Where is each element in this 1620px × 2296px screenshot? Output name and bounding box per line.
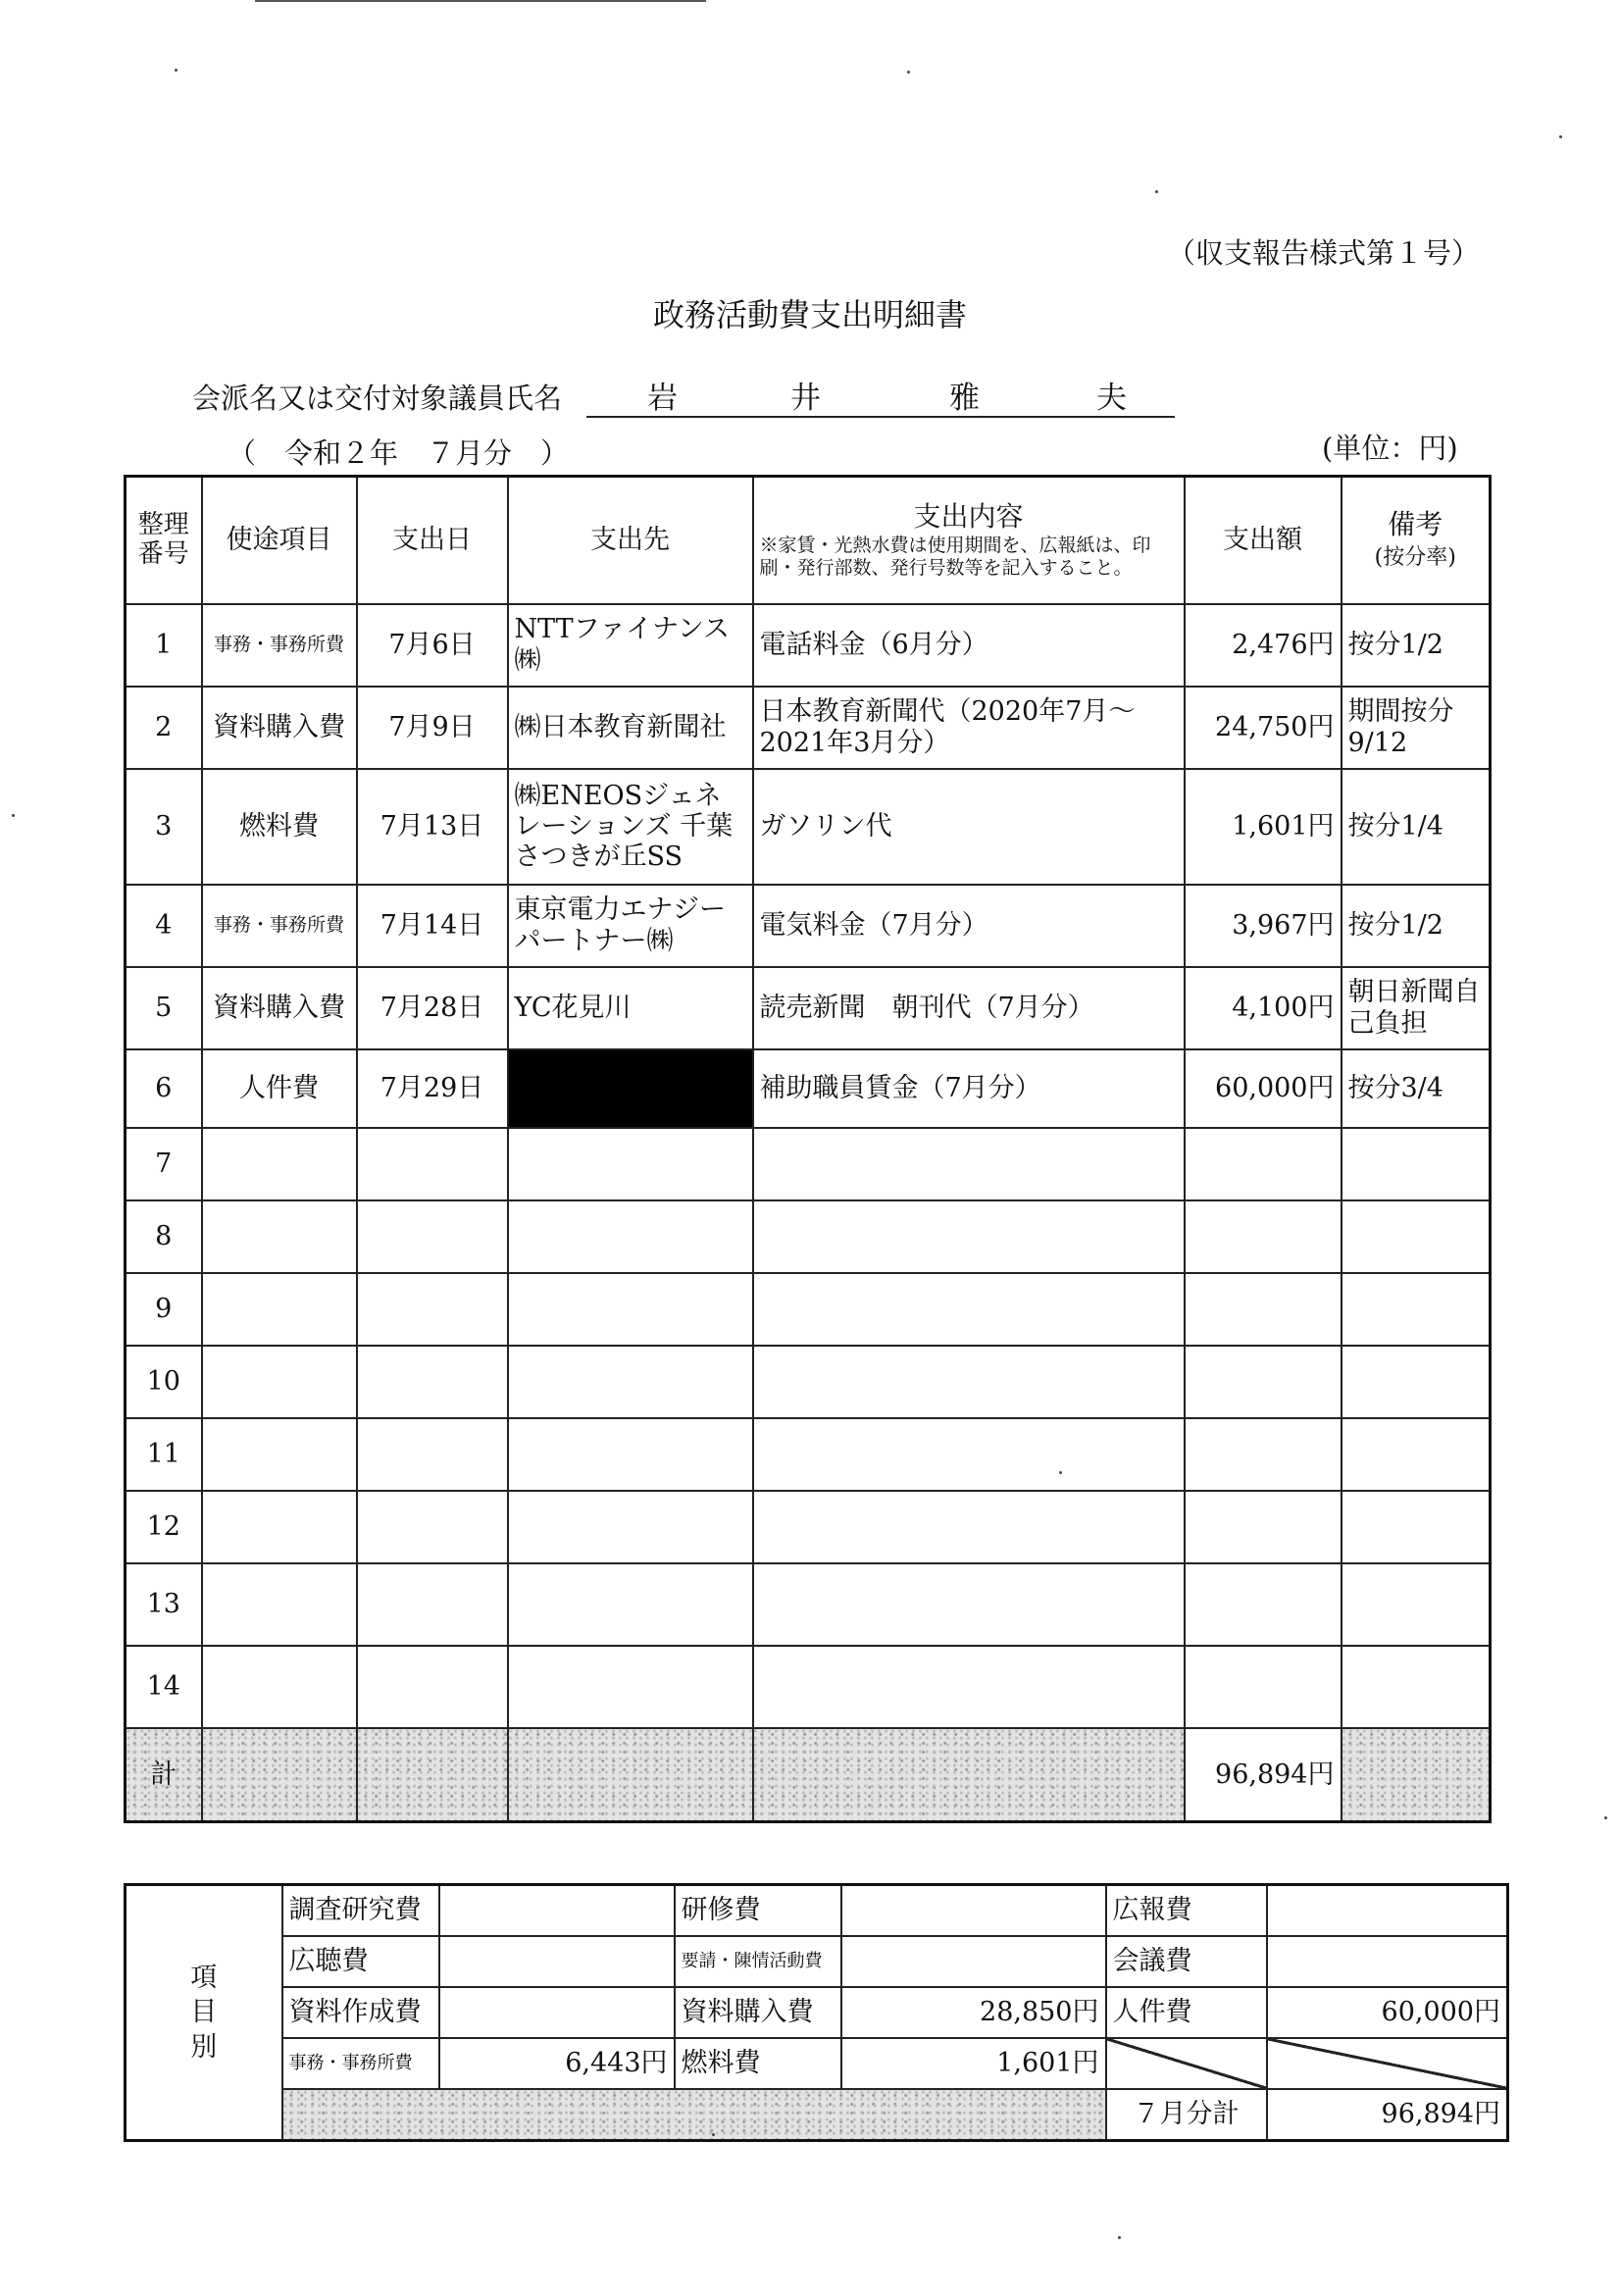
row-amount: 2,476円 [1185, 604, 1342, 687]
table-row [126, 967, 1491, 1049]
row-amount: 4,100円 [1185, 967, 1342, 1049]
row-no: 7 [126, 1128, 202, 1200]
label-hearing: 広聴費 [282, 1936, 439, 1987]
total-row [126, 1728, 1491, 1822]
row-amount: 1,601円 [1185, 769, 1342, 885]
row-no: 5 [126, 967, 202, 1049]
row-content: 読売新聞 朝刊代（7月分） [753, 967, 1185, 1049]
table-row [126, 1491, 1491, 1563]
row-remarks: 按分3/4 [1342, 1049, 1491, 1128]
col-amount: 支出額 [1185, 477, 1342, 604]
row-content: 電話料金（6月分） [753, 604, 1185, 687]
row-amount: 60,000円 [1185, 1049, 1342, 1128]
table-row [126, 687, 1491, 769]
row-no: 13 [126, 1563, 202, 1646]
label-doc-creation: 資料作成費 [282, 1987, 439, 2038]
row-no: 10 [126, 1346, 202, 1418]
row-content: 補助職員賃金（7月分） [753, 1049, 1185, 1128]
table-row [126, 1128, 1491, 1200]
row-category: 燃料費 [202, 769, 357, 885]
col-payee: 支出先 [508, 477, 753, 604]
row-no: 3 [126, 769, 202, 885]
member-name-char: 夫 [1096, 381, 1127, 416]
row-amount: 24,750円 [1185, 687, 1342, 769]
amount-office: 6,443円 [439, 2038, 675, 2089]
table-row [126, 1563, 1491, 1646]
row-date: 7月6日 [357, 604, 508, 687]
label-research: 調査研究費 [282, 1885, 439, 1937]
row-remarks: 期間按分9/12 [1342, 687, 1491, 769]
table-row [126, 1346, 1491, 1418]
row-category: 資料購入費 [202, 687, 357, 769]
table-row [126, 1646, 1491, 1728]
row-no: 4 [126, 885, 202, 967]
amount-personnel: 60,000円 [1267, 1987, 1508, 2038]
member-name-char: 井 [790, 381, 821, 416]
row-date: 7月14日 [357, 885, 508, 967]
row-no: 12 [126, 1491, 202, 1563]
row-no: 9 [126, 1273, 202, 1346]
period: （ 令和２年 ７月分 ） [228, 436, 570, 470]
row-payee: 東京電力エナジーパートナー㈱ [508, 885, 753, 967]
col-content-note: ※家賃・光熱水費は使用期間を、広報紙は、印刷・発行部数、発行号数等を記入すること。 [759, 535, 1151, 579]
member-name [586, 373, 1175, 418]
row-no: 2 [126, 687, 202, 769]
row-no: 14 [126, 1646, 202, 1728]
col-category: 使途項目 [202, 477, 357, 604]
row-no: 8 [126, 1200, 202, 1273]
table-row [126, 1273, 1491, 1346]
row-payee: ㈱日本教育新聞社 [508, 687, 753, 769]
row-remarks: 按分1/2 [1342, 604, 1491, 687]
table-row [126, 1200, 1491, 1273]
label-doc-purchase: 資料購入費 [675, 1987, 841, 2038]
row-payee: NTTファイナンス㈱ [508, 604, 753, 687]
member-label: 会派名又は交付対象議員氏名 [192, 382, 563, 415]
table-row [126, 885, 1491, 967]
row-remarks: 按分1/4 [1342, 769, 1491, 885]
row-category: 事務・事務所費 [202, 604, 357, 687]
row-content: 日本教育新聞代（2020年7月～2021年3月分） [753, 687, 1185, 769]
row-category: 資料購入費 [202, 967, 357, 1049]
row-date: 7月13日 [357, 769, 508, 885]
row-remarks: 朝日新聞自己負担 [1342, 967, 1491, 1049]
row-payee: YC花見川 [508, 967, 753, 1049]
expense-table [124, 475, 1492, 1823]
unit-label: (単位：円) [1322, 432, 1458, 465]
amount-fuel: 1,601円 [841, 2038, 1106, 2089]
row-no: 6 [126, 1049, 202, 1128]
row-no: 1 [126, 604, 202, 687]
row-content: 電気料金（7月分） [753, 885, 1185, 967]
label-pr: 広報費 [1106, 1885, 1267, 1937]
row-amount: 3,967円 [1185, 885, 1342, 967]
header-row [126, 477, 1491, 604]
table-row [126, 1418, 1491, 1491]
row-remarks: 按分1/2 [1342, 885, 1491, 967]
col-no: 整理番号 [126, 477, 202, 604]
summary-table [124, 1883, 1509, 2142]
amount-doc-purchase: 28,850円 [841, 1987, 1106, 2038]
label-personnel: 人件費 [1106, 1987, 1267, 2038]
label-petition: 要請・陳情活動費 [675, 1936, 841, 1987]
col-remarks-sub: (按分率) [1374, 545, 1456, 571]
row-date: 7月29日 [357, 1049, 508, 1128]
row-date: 7月28日 [357, 967, 508, 1049]
row-date: 7月9日 [357, 687, 508, 769]
col-content [753, 477, 1185, 604]
row-payee: ㈱ENEOSジェネレーションズ 千葉さつきが丘SS [508, 769, 753, 885]
row-category: 人件費 [202, 1049, 357, 1128]
row-category: 事務・事務所費 [202, 885, 357, 967]
amount-month-total: 96,894円 [1267, 2089, 1508, 2141]
scan-top-line [255, 0, 706, 2]
diagonal-cell [1106, 2038, 1267, 2089]
col-remarks [1342, 477, 1491, 604]
row-content: ガソリン代 [753, 769, 1185, 885]
col-remarks-label: 備考 [1388, 508, 1443, 541]
table-row [126, 604, 1491, 687]
label-fuel: 燃料費 [675, 2038, 841, 2089]
col-content-label: 支出内容 [913, 499, 1024, 533]
summary-side-label: 項 目 別 [126, 1885, 282, 2141]
total-label: 計 [126, 1728, 202, 1822]
row-no: 11 [126, 1418, 202, 1491]
total-amount: 96,894円 [1185, 1728, 1342, 1822]
diagonal-cell [1267, 2038, 1508, 2089]
label-office: 事務・事務所費 [282, 2038, 439, 2089]
table-row [126, 1049, 1491, 1128]
member-name-char: 雅 [949, 381, 980, 416]
redacted-payee [508, 1049, 753, 1128]
page-title: 政務活動費支出明細書 [652, 296, 967, 333]
label-meeting: 会議費 [1106, 1936, 1267, 1987]
col-date: 支出日 [357, 477, 508, 604]
form-number: （収支報告様式第１号） [1167, 236, 1481, 270]
member-name-char: 岩 [647, 381, 678, 416]
label-training: 研修費 [675, 1885, 841, 1937]
table-row [126, 769, 1491, 885]
label-month-total: ７月分計 [1106, 2089, 1267, 2141]
